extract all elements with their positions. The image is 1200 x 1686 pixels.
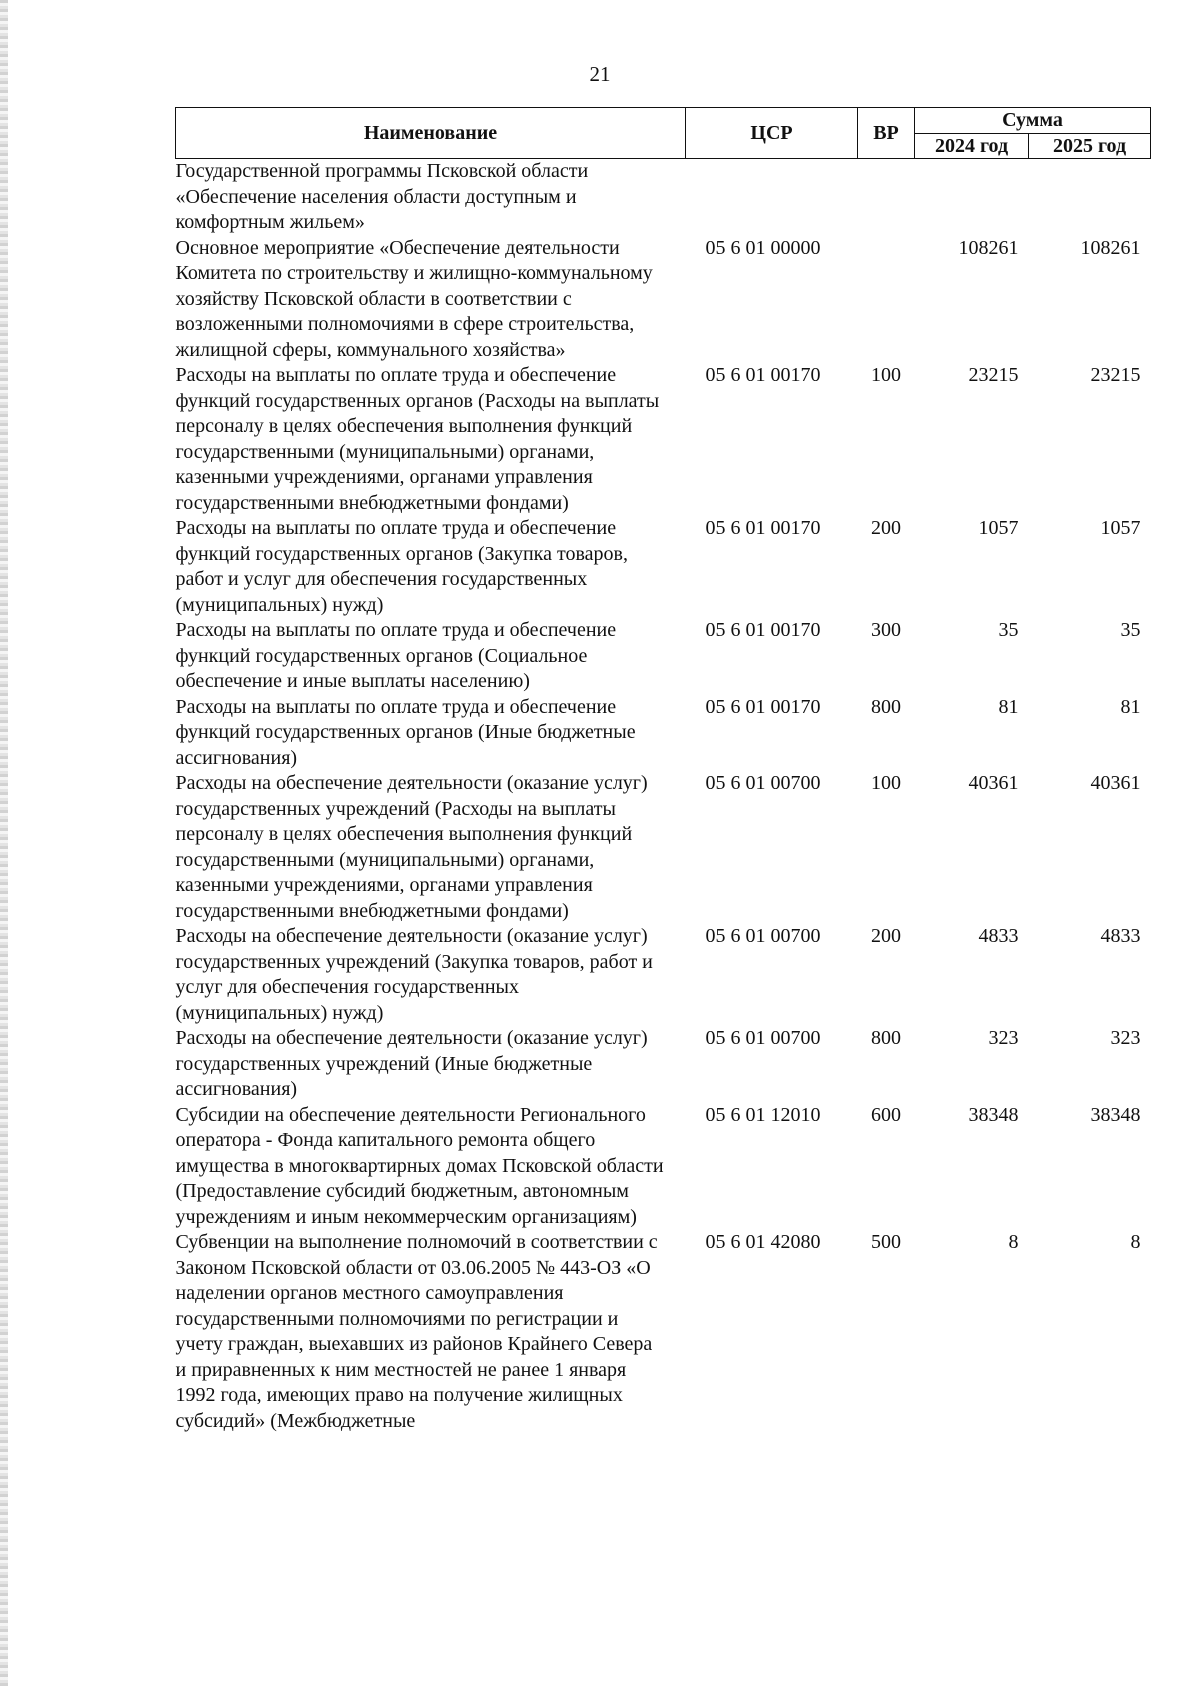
row-vr: 200 <box>871 517 901 539</box>
row-vr <box>858 159 915 236</box>
row-2024: 323 <box>988 1027 1019 1049</box>
table-header <box>176 108 1151 159</box>
row-name: Расходы на выплаты по оплате труда и обеспечение функций государственных органов (Иные бюджетные ассигнования) <box>175 695 636 769</box>
row-2024: 108261 <box>958 236 1019 259</box>
row-name: Расходы на обеспечение деятельности (оказание услуг) государственных учреждений (Иные бюджетные ассигнования) <box>175 1027 648 1100</box>
page-number: 21 <box>589 62 611 86</box>
row-vr: 100 <box>871 772 901 794</box>
row-2024: 8 <box>1008 1231 1019 1253</box>
header-vr: ВР <box>858 108 915 159</box>
row-vr: 300 <box>871 619 901 641</box>
row-2025: 81 <box>1120 695 1141 718</box>
row-2025: 40361 <box>1090 772 1141 794</box>
row-2025: 323 <box>1110 1027 1141 1049</box>
row-name: Расходы на выплаты по оплате труда и обеспечение функций государственных органов (Закупка товаров, работ и услуг для обеспечения государственных (муниципальных) нужд) <box>175 517 628 616</box>
row-csr: 05 6 01 00170 <box>705 619 821 641</box>
row-vr: 100 <box>871 364 901 386</box>
row-csr: 05 6 01 00700 <box>705 772 821 794</box>
row-csr: 05 6 01 00170 <box>705 517 821 539</box>
row-csr: 05 6 01 12010 <box>705 1103 821 1126</box>
row-2025: 38348 <box>1090 1103 1141 1126</box>
row-name: Государственной программы Псковской области «Обеспечение населения области доступным и комфортным жильем» <box>175 160 589 233</box>
row-csr: 05 6 01 00000 <box>705 236 821 259</box>
table-row <box>176 236 1151 364</box>
row-vr: 800 <box>871 695 901 718</box>
header-year-2024: 2024 год <box>915 133 1029 159</box>
row-2024: 81 <box>998 695 1019 718</box>
row-2024: 4833 <box>978 925 1019 947</box>
table-row <box>176 771 1151 924</box>
header-csr: ЦСР <box>686 108 858 159</box>
header-name: Наименование <box>176 108 686 159</box>
row-csr: 05 6 01 00170 <box>705 364 821 386</box>
header-sum: Сумма <box>915 108 1151 134</box>
table-row <box>176 1103 1151 1231</box>
row-vr <box>858 236 915 364</box>
table-body <box>176 159 1151 1435</box>
row-name: Расходы на обеспечение деятельности (оказание услуг) государственных учреждений (Закупка товаров, работ и услуг для обеспечения государственных (муниципальных) нужд) <box>175 925 653 1024</box>
row-2025: 8 <box>1130 1231 1141 1253</box>
row-2024: 38348 <box>968 1103 1019 1126</box>
row-vr: 800 <box>871 1027 901 1049</box>
row-2024: 35 <box>998 619 1019 641</box>
budget-table <box>175 107 1151 1434</box>
row-2025: 1057 <box>1100 517 1141 539</box>
row-2025: 35 <box>1120 619 1141 641</box>
table-row <box>176 159 1151 236</box>
row-2024: 1057 <box>978 517 1019 539</box>
row-csr: 05 6 01 00170 <box>705 695 821 718</box>
table-row <box>176 516 1151 618</box>
row-2025 <box>1029 159 1151 236</box>
header-year-2025: 2025 год <box>1029 133 1151 159</box>
table-row <box>176 618 1151 695</box>
row-2025: 4833 <box>1100 925 1141 947</box>
row-2025: 23215 <box>1090 364 1141 386</box>
table-row <box>176 363 1151 516</box>
row-vr: 200 <box>871 925 901 947</box>
row-name: Субвенции на выполнение полномочий в соответствии с Законом Псковской области от 03.06.2005 № 443-ОЗ «О наделении органов местного самоуправления государственными полномочиями по регистрации и учету граждан, выехавших из районов Крайнего Севера и приравненных к ним местностей не ранее 1 января 1992 года, имеющих право на получение жилищных субсидий» (Межбюджетные <box>175 1231 658 1432</box>
scan-edge <box>0 0 8 1686</box>
row-csr: 05 6 01 00700 <box>705 1027 821 1049</box>
row-name: Расходы на выплаты по оплате труда и обеспечение функций государственных органов (Социальное обеспечение и иные выплаты населению) <box>175 619 617 692</box>
row-name: Расходы на обеспечение деятельности (оказание услуг) государственных учреждений (Расходы на выплаты персоналу в целях обеспечения выполнения функций государственными (муниципальными) органами, казенными учреждениями, органами управления государственными внебюджетными фондами) <box>175 772 648 922</box>
row-csr: 05 6 01 42080 <box>705 1231 821 1253</box>
table-row <box>176 695 1151 772</box>
row-vr: 500 <box>871 1231 901 1253</box>
row-vr: 600 <box>871 1103 901 1126</box>
row-2025: 108261 <box>1080 236 1141 259</box>
table-row <box>176 1230 1151 1434</box>
row-csr: 05 6 01 00700 <box>705 925 821 947</box>
row-2024 <box>915 159 1029 236</box>
row-name: Основное мероприятие «Обеспечение деятельности Комитета по строительству и жилищно-коммунальному хозяйству Псковской области в соответствии с возложенными полномочиями в сфере строительства, жилищной сферы, коммунального хозяйства» <box>175 236 653 361</box>
row-csr <box>686 159 858 236</box>
table-row <box>176 1026 1151 1103</box>
table-row <box>176 924 1151 1026</box>
row-name: Расходы на выплаты по оплате труда и обеспечение функций государственных органов (Расходы на выплаты персоналу в целях обеспечения выполнения функций государственными (муниципальными) органами, казенными учреждениями, органами управления государственными внебюджетными фондами) <box>175 364 660 514</box>
row-name: Субсидии на обеспечение деятельности Регионального оператора - Фонда капитального ремонта общего имущества в многоквартирных домах Псковской области (Предоставление субсидий бюджетным, автономным учреждениям и иным некоммерческим организациям) <box>175 1103 664 1228</box>
row-2024: 40361 <box>968 772 1019 794</box>
row-2024: 23215 <box>968 364 1019 386</box>
